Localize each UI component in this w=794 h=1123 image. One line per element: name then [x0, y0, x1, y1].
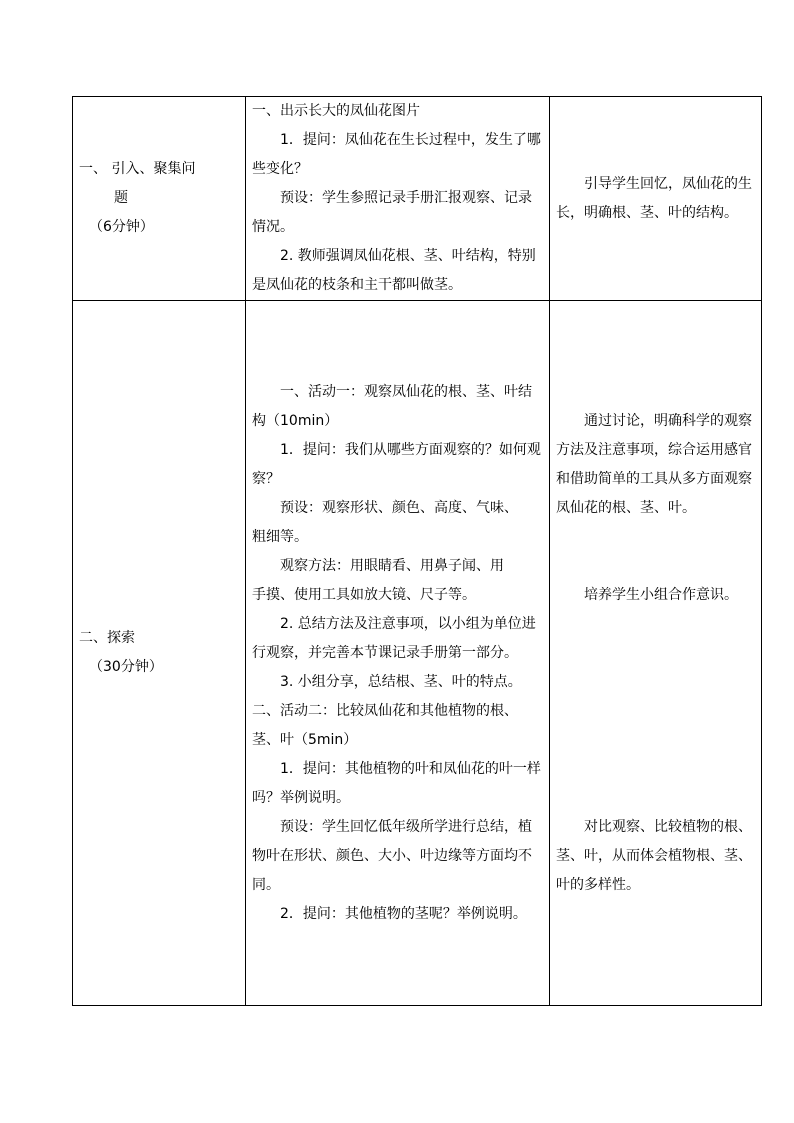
activity-heading: 一、出示长大的凤仙花图片 — [252, 103, 420, 119]
stage-title: 二、探索 — [79, 630, 135, 646]
intent-text: 引导学生回忆，凤仙花的生长，明确根、茎、叶的结构。 — [556, 175, 752, 221]
activity-text: 观察方法：用眼睛看、用鼻子闻、用 — [280, 557, 504, 574]
spacer — [556, 610, 755, 813]
spacer — [556, 523, 755, 581]
table-row — [73, 97, 762, 301]
intent-cell — [550, 301, 762, 1006]
activity-text: 2．提问：其他植物的茎呢？举例说明。 — [280, 905, 527, 922]
intent-text: 对比观察、比较植物的根、茎、叶，从而体会植物根、茎、叶的多样性。 — [556, 818, 752, 893]
stage-cell — [73, 97, 246, 301]
activity-text: 手摸、使用工具如放大镜、尺子等。 — [252, 586, 476, 603]
activity-text: 1．提问：其他植物的叶和凤仙花的叶一样吗？举例说明。 — [252, 760, 541, 806]
activity-text: 预设：学生参照记录手册汇报观察、记录情况。 — [252, 190, 532, 235]
activity-cell — [246, 97, 550, 301]
activity-text: 2. 教师强调凤仙花根、茎、叶结构，特别是凤仙花的枝条和主干都叫做茎。 — [252, 248, 536, 293]
activity-text: 1．提问：我们从哪些方面观察的？如何观察？ — [252, 441, 541, 487]
activity-cell — [246, 301, 550, 1006]
activity-text: 粗细等。 — [252, 528, 308, 545]
intent-text: 培养学生小组合作意识。 — [584, 586, 738, 603]
table-row — [73, 301, 762, 1006]
activity-text: 预设：观察形状、颜色、高度、气味、 — [280, 499, 518, 516]
intent-cell — [550, 97, 762, 301]
lesson-plan-table — [72, 96, 762, 1006]
stage-cell — [73, 301, 246, 1006]
intent-text: 通过讨论，明确科学的观察方法及注意事项，综合运用感官和借助简单的工具从多方面观察凤仙花的根、茎、叶。 — [556, 412, 752, 516]
activity-text: 1．提问：凤仙花在生长过程中，发生了哪些变化？ — [252, 132, 541, 177]
activity-text: 3. 小组分享，总结根、茎、叶的特点。 — [280, 673, 522, 690]
activity-text: 预设：学生回忆低年级所学进行总结，植物叶在形状、颜色、大小、叶边缘等方面均不同。 — [252, 818, 532, 893]
activity-heading: 一、活动一：观察凤仙花的根、茎、叶结构（10min） — [252, 383, 532, 429]
stage-title: 一、 引入、聚集问 — [79, 161, 196, 177]
stage-title-cont: 题 — [114, 190, 128, 206]
stage-duration: （30分钟） — [89, 659, 163, 675]
activity-heading: 二、活动二：比较凤仙花和其他植物的根、茎、叶（5min） — [252, 702, 518, 748]
stage-duration: （6分钟） — [89, 219, 154, 235]
activity-text: 2. 总结方法及注意事项，以小组为单位进行观察，并完善本节课记录手册第一部分。 — [252, 615, 536, 661]
